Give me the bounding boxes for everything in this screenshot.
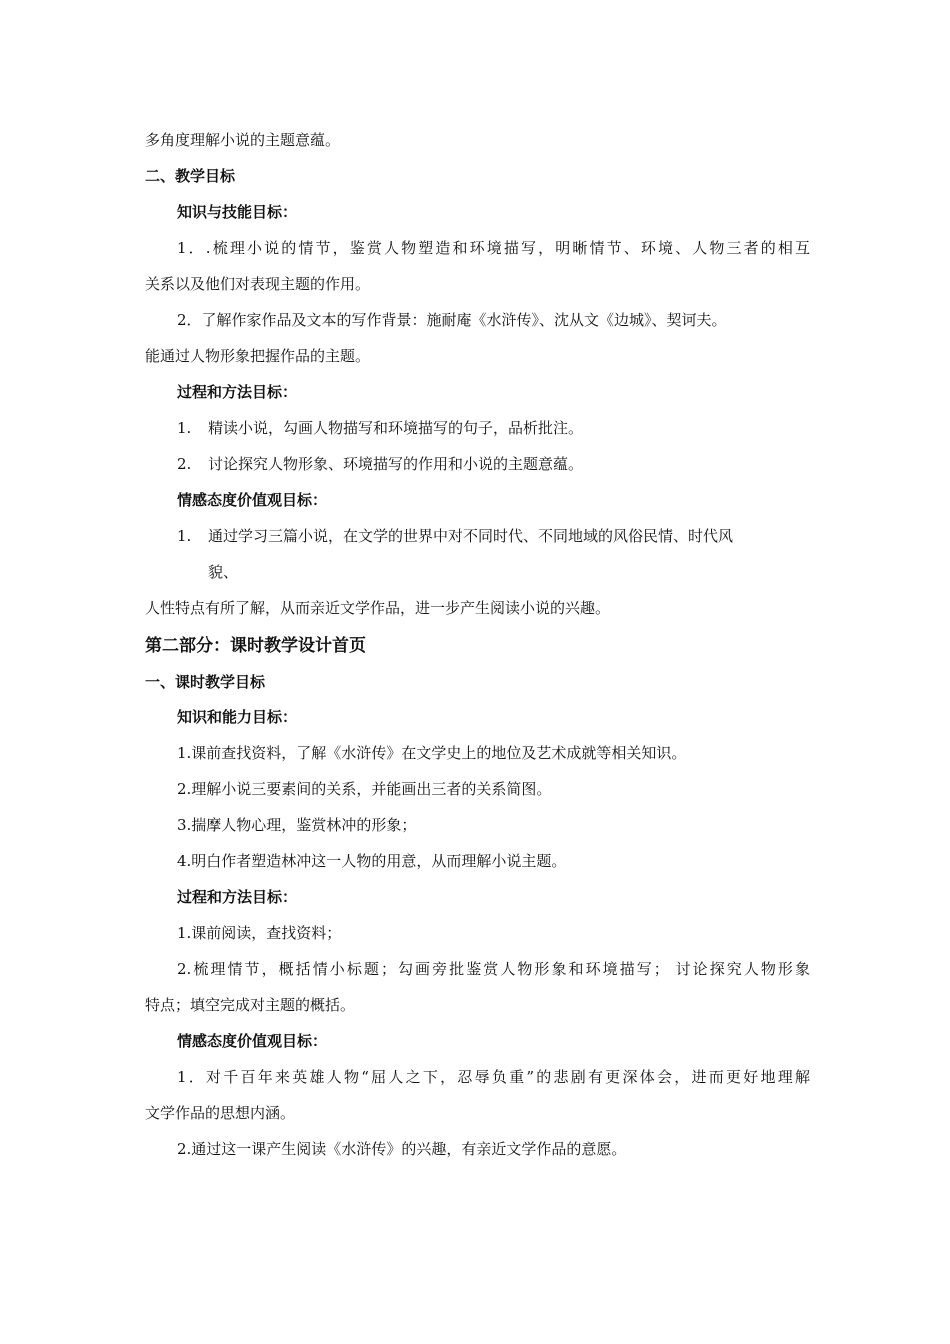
text-line: 2.理解小说三要素间的关系，并能画出三者的关系简图。 bbox=[177, 780, 552, 798]
list-text: 讨论探究人物形象、环境描写的作用和小说的主题意蕴。 bbox=[208, 455, 584, 473]
text-line: 2.通过这一课产生阅读《水浒传》的兴趣，有亲近文学作品的意愿。 bbox=[177, 1140, 627, 1158]
text-line: 1.课前查找资料，了解《水浒传》在文学史上的地位及艺术成就等相关知识。 bbox=[177, 744, 687, 762]
text-line: 关系以及他们对表现主题的作用。 bbox=[145, 275, 371, 293]
text-line: 特点；填空完成对主题的概括。 bbox=[145, 996, 356, 1014]
text-line: 人性特点有所了解，从而亲近文学作品，进一步产生阅读小说的兴趣。 bbox=[145, 599, 611, 617]
list-number: 1. bbox=[177, 419, 192, 437]
list-item bbox=[145, 518, 810, 554]
text-line bbox=[145, 230, 810, 266]
text-line: 貌、 bbox=[208, 563, 239, 581]
text-line: 文学作品的思想内涵。 bbox=[145, 1104, 296, 1122]
section-heading: 一、课时教学目标 bbox=[145, 673, 266, 691]
text-line: 3.揣摩人物心理，鉴赏林冲的形象； bbox=[177, 816, 417, 834]
subheading: 过程和方法目标： bbox=[177, 383, 298, 401]
subheading: 情感态度价值观目标： bbox=[177, 491, 328, 509]
subheading: 情感态度价值观目标： bbox=[177, 1032, 328, 1050]
document-body bbox=[145, 122, 810, 1167]
subheading: 知识与技能目标： bbox=[177, 203, 298, 221]
text-line bbox=[145, 951, 810, 987]
list-item bbox=[145, 446, 810, 482]
list-text: 通过学习三篇小说，在文学的世界中对不同时代、不同地域的风俗民情、时代风 bbox=[208, 527, 734, 545]
text-line: 2．了解作家作品及文本的写作背景：施耐庵《水浒传》、沈从文《边城》、契诃夫。 bbox=[177, 311, 727, 329]
list-number: 1. bbox=[177, 527, 192, 545]
subheading: 过程和方法目标： bbox=[177, 888, 298, 906]
section-heading: 二、教学目标 bbox=[145, 167, 236, 185]
text-content: 1．.梳理小说的情节，鉴赏人物塑造和环境描写，明晰情节、环境、人物三者的相互 bbox=[177, 239, 810, 257]
text-line: 1.课前阅读，查找资料； bbox=[177, 924, 342, 942]
text-content: 2.梳理情节，概括情小标题；勾画旁批鉴赏人物形象和环境描写； 讨论探究人物形象 bbox=[177, 960, 810, 978]
text-line: 多角度理解小说的主题意蕴。 bbox=[145, 131, 341, 149]
text-line bbox=[145, 1059, 810, 1095]
text-line: 能通过人物形象把握作品的主题。 bbox=[145, 347, 371, 365]
list-text: 精读小说，勾画人物描写和环境描写的句子，品析批注。 bbox=[208, 419, 584, 437]
subheading: 知识和能力目标： bbox=[177, 708, 298, 726]
text-content: 1．对千百年来英雄人物“屈人之下，忍辱负重”的悲剧有更深体会，进而更好地理解 bbox=[177, 1068, 810, 1086]
part-heading: 第二部分：课时教学设计首页 bbox=[145, 636, 366, 656]
text-line: 4.明白作者塑造林冲这一人物的用意，从而理解小说主题。 bbox=[177, 852, 567, 870]
list-number: 2. bbox=[177, 455, 192, 473]
list-item bbox=[145, 410, 810, 446]
